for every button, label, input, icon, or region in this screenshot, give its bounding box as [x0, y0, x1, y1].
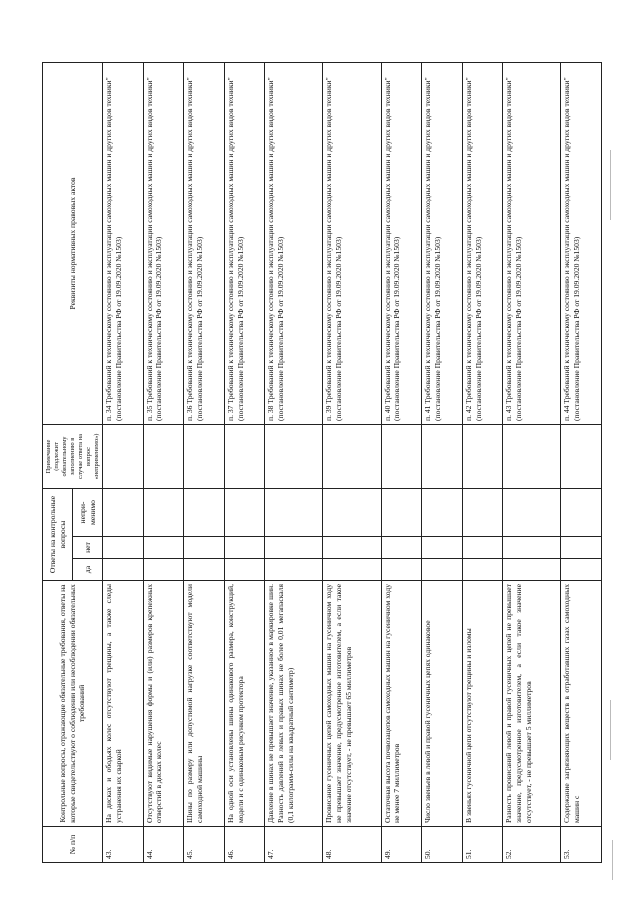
note-cell — [422, 424, 463, 488]
row-num: 44. — [143, 827, 184, 863]
answer-yes-cell — [184, 559, 225, 581]
row-requisite: п. 35 Требований к техническому состоянию и эксплуатации самоходных машин и других видов техники" (постановление Правительства РФ от 19.09.2020 №1503) — [143, 62, 184, 424]
header-yes: да — [73, 559, 103, 581]
answer-no-cell — [143, 537, 184, 559]
answer-yes-cell — [265, 559, 323, 581]
table-row — [561, 62, 602, 862]
note-cell — [462, 424, 503, 488]
row-question: Провисание гусеничных цепей самоходных машин на гусеничном ходу не превышает значение, предусмотренное изготовителем, а если такое значение отсутствует, - не превышает 65 миллиметров — [323, 581, 381, 827]
row-question: Давление в шинах не превышает значение, указанное в маркировке шин. Разность давлений в левых и правых шинах не более 0,01 мегапаскаля (0,1 килограмм-силы на квадратный сантиметр) — [265, 581, 323, 827]
answer-yes-cell — [224, 559, 265, 581]
row-requisite: п. 40 Требований к техническому состоянию и эксплуатации самоходных машин и других видов техники" (постановление Правительства РФ от 19.09.2020 №1503) — [381, 62, 422, 424]
row-requisite: п. 38 Требований к техническому состоянию и эксплуатации самоходных машин и других видов техники" (постановление Правительства РФ от 19.09.2020 №1503) — [265, 62, 323, 424]
answer-no-cell — [184, 537, 225, 559]
answer-no-cell — [265, 537, 323, 559]
row-num: 46. — [224, 827, 265, 863]
row-requisite: п. 36 Требований к техническому состоянию и эксплуатации самоходных машин и других видов техники" (постановление Правительства РФ от 19.09.2020 №1503) — [184, 62, 225, 424]
answer-na-cell — [224, 488, 265, 536]
answer-no-cell — [462, 537, 503, 559]
answer-yes-cell — [143, 559, 184, 581]
answer-no-cell — [381, 537, 422, 559]
note-cell — [381, 424, 422, 488]
row-question: Отсутствуют видимые нарушения формы и (или) размеров крепежных отверстий в дисках колес — [143, 581, 184, 827]
row-num: 45. — [184, 827, 225, 863]
answer-yes-cell — [103, 559, 144, 581]
answer-no-cell — [224, 537, 265, 559]
answer-no-cell — [422, 537, 463, 559]
note-cell — [323, 424, 381, 488]
row-requisite: п. 39 Требований к техническому состоянию и эксплуатации самоходных машин и других видов техники" (постановление Правительства РФ от 19.09.2020 №1503) — [323, 62, 381, 424]
row-question: Число звеньев в левой и правой гусеничных цепях одинаковое — [422, 581, 463, 827]
scan-artifact — [610, 150, 611, 220]
answer-na-cell — [143, 488, 184, 536]
header-note: Примечание (подлежит обязательному заполнению в случае ответа на вопрос «неприменимо») — [43, 424, 103, 488]
table-row — [381, 62, 422, 862]
answer-yes-cell — [381, 559, 422, 581]
answer-na-cell — [462, 488, 503, 536]
row-requisite: п. 44 Требований к техническому состоянию и эксплуатации самоходных машин и других видов техники" (постановление Правительства РФ от 19.09.2020 №1503) — [561, 62, 602, 424]
row-question: Содержание загрязняющих веществ в отработавших газах самоходных машин с — [561, 581, 602, 827]
table-row — [184, 62, 225, 862]
row-question: На дисках и ободьях колес отсутствуют трещины, а также следы устранения их сваркой — [103, 581, 144, 827]
header-requisites: Реквизиты нормативных правовых актов — [43, 62, 103, 424]
answer-no-cell — [561, 537, 602, 559]
row-requisite: п. 43 Требований к техническому состоянию и эксплуатации самоходных машин и других видов техники" (постановление Правительства РФ от 19.09.2020 №1503) — [503, 62, 561, 424]
row-num: 51. — [462, 827, 503, 863]
answer-na-cell — [103, 488, 144, 536]
row-requisite: п. 42 Требований к техническому состоянию и эксплуатации самоходных машин и других видов техники" (постановление Правительства РФ от 19.09.2020 №1503) — [462, 62, 503, 424]
header-no: нет — [73, 537, 103, 559]
header-answers: Ответы на контрольные вопросы — [43, 488, 73, 580]
row-requisite: п. 34 Требований к техническому состоянию и эксплуатации самоходных машин и других видов техники" (постановление Правительства РФ от 19.09.2020 №1503) — [103, 62, 144, 424]
answer-na-cell — [561, 488, 602, 536]
row-requisite: п. 37 Требований к техническому состоянию и эксплуатации самоходных машин и других видов техники" (постановление Правительства РФ от 19.09.2020 №1503) — [224, 62, 265, 424]
table-row — [103, 62, 144, 862]
answer-na-cell — [422, 488, 463, 536]
row-num: 43. — [103, 827, 144, 863]
row-requisite: п. 41 Требований к техническому состоянию и эксплуатации самоходных машин и других видов техники" (постановление Правительства РФ от 19.09.2020 №1503) — [422, 62, 463, 424]
row-num: 48. — [323, 827, 381, 863]
row-question: Шины по размеру или допустимой нагрузке соответствуют модели самоходной машины — [184, 581, 225, 827]
answer-na-cell — [184, 488, 225, 536]
table-row — [224, 62, 265, 862]
answer-yes-cell — [323, 559, 381, 581]
row-question: Разность провисаний левой и правой гусеничных цепей не превышает значение, предусмотренное изготовителем, а если такое значение отсутствует, - не превышает 5 миллиметров — [503, 581, 561, 827]
answer-no-cell — [323, 537, 381, 559]
row-question: В звеньях гусеничной цепи отсутствуют трещины и изломы — [462, 581, 503, 827]
answer-na-cell — [323, 488, 381, 536]
header-num: № п/п — [43, 827, 103, 863]
table-row — [422, 62, 463, 862]
row-num: 50. — [422, 827, 463, 863]
row-num: 49. — [381, 827, 422, 863]
scan-artifact — [610, 700, 611, 760]
note-cell — [503, 424, 561, 488]
table-row — [462, 62, 503, 862]
answer-na-cell — [503, 488, 561, 536]
header-question: Контрольные вопросы, отражающие обязательные требования, ответы на которые свидетельствуют о соблюдении или несоблюдении обязательных требований — [43, 581, 103, 827]
note-cell — [143, 424, 184, 488]
row-num: 53. — [561, 827, 602, 863]
header-na: непри-менимо — [73, 488, 103, 536]
answer-no-cell — [503, 537, 561, 559]
answer-no-cell — [103, 537, 144, 559]
table-row — [323, 62, 381, 862]
row-question: На одной оси установлены шины одинакового размера, конструкций, модели и с одинаковым рисунком протектора — [224, 581, 265, 827]
row-question: Остаточная высота почвозацепов самоходных машин на гусеничном ходу не менее 7 миллиметров — [381, 581, 422, 827]
row-num: 47. — [265, 827, 323, 863]
answer-yes-cell — [462, 559, 503, 581]
note-cell — [265, 424, 323, 488]
row-num: 52. — [503, 827, 561, 863]
answer-na-cell — [265, 488, 323, 536]
table-row — [265, 62, 323, 862]
note-cell — [224, 424, 265, 488]
answer-yes-cell — [503, 559, 561, 581]
note-cell — [103, 424, 144, 488]
table-row — [143, 62, 184, 862]
note-cell — [561, 424, 602, 488]
answer-yes-cell — [561, 559, 602, 581]
answer-yes-cell — [422, 559, 463, 581]
answer-na-cell — [381, 488, 422, 536]
checklist-table — [42, 62, 602, 863]
scan-artifact — [612, 840, 613, 880]
note-cell — [184, 424, 225, 488]
table-row — [503, 62, 561, 862]
